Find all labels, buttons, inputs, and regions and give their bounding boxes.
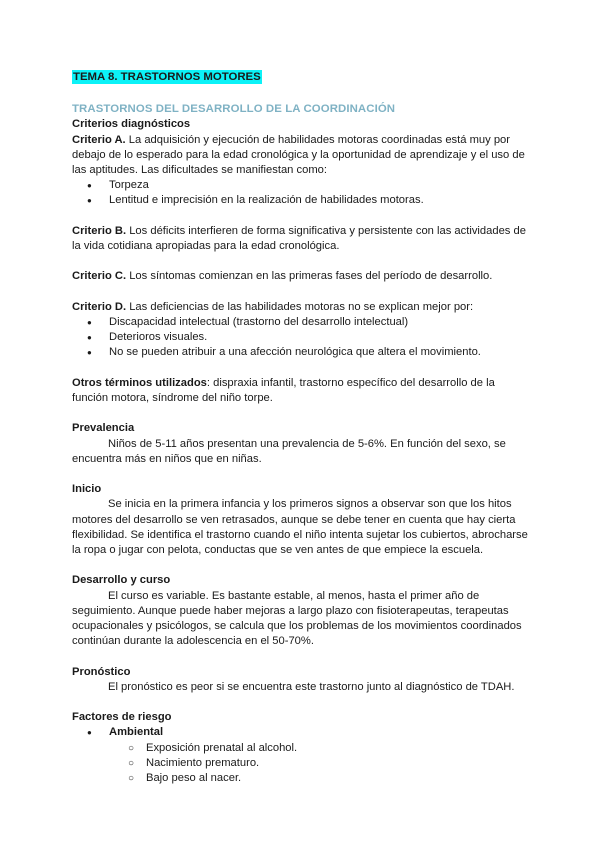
list-item: ● Deterioros visuales. <box>72 330 532 345</box>
otros-terminos <box>72 376 532 406</box>
list-item: ○ Bajo peso al nacer. <box>72 771 532 786</box>
desarrollo-heading: Desarrollo y curso <box>72 574 171 587</box>
list-item: ● Discapacidad intelectual (trastorno del desarrollo intelectual) <box>72 315 532 330</box>
document-page <box>72 70 532 786</box>
prevalencia-text: Niños de 5-11 años presentan una prevalencia de 5-6%. En función del sexo, se encuentra más en niños que en niñas. <box>72 437 506 465</box>
factores-list <box>72 725 532 740</box>
section-title: TRASTORNOS DEL DESARROLLO DE LA COORDINACIÓN <box>72 103 396 116</box>
criterio-d-text: Las deficiencias de las habilidades motoras no se explican mejor por: <box>126 300 474 313</box>
factores-sublist <box>72 741 532 787</box>
inicio-heading: Inicio <box>72 483 102 496</box>
criterio-d <box>72 300 532 315</box>
list-item: ● Torpeza <box>72 178 532 193</box>
list-item: ○ Exposición prenatal al alcohol. <box>72 741 532 756</box>
criterio-c-label: Criterio C. <box>72 270 127 283</box>
factores-group: ● Ambiental <box>72 725 532 740</box>
criterio-b-label: Criterio B. <box>72 224 127 237</box>
otros-text: : dispraxia infantil, trastorno específico del desarrollo de la función motora, síndrome del niño torpe. <box>72 376 495 404</box>
criterio-b-text: Los déficits interfieren de forma significativa y persistente con las actividades de la vida cotidiana apropiadas para la edad cronológica. <box>72 224 526 253</box>
prevalencia-heading: Prevalencia <box>72 422 135 435</box>
criterio-b <box>72 224 532 254</box>
criterio-a-list <box>72 178 532 208</box>
criterio-a <box>72 133 532 179</box>
inicio-text: Se inicia en la primera infancia y los primeros signos a observar son que los hitos motores del desarrollo se ven retrasados, aunque se debe tener en cuenta que hay cierta flexibilidad. Se identifica el trastorno cuando el niño intenta sujetar los cubiertos, abrocharse la ropa o jugar con pelota, conductas que se ven antes de que empiece la escuela. <box>72 498 528 556</box>
otros-label: Otros términos utilizados <box>72 376 207 389</box>
list-item: ● No se pueden atribuir a una afección neurológica que altera el movimiento. <box>72 345 532 360</box>
factores-heading: Factores de riesgo <box>72 711 172 724</box>
page-title: TEMA 8. TRASTORNOS MOTORES <box>73 71 261 83</box>
list-item: ○ Nacimiento prematuro. <box>72 756 532 771</box>
criterio-c <box>72 269 532 284</box>
criterio-d-list <box>72 315 532 361</box>
desarrollo-text: El curso es variable. Es bastante estable, al menos, hasta el primer año de seguimiento. Aunque puede haber mejoras a largo plazo con fisioterapeutas, terapeutas ocupacionales y psicólogos, se calcula que los problemas de los movimientos coordinados continúan durante la adolescencia en el 50-70%. <box>72 589 522 648</box>
pronostico-text: El pronóstico es peor si se encuentra este trastorno junto al diagnóstico de TDAH. <box>108 680 515 693</box>
criterio-a-text: La adquisición y ejecución de habilidades motoras coordinadas está muy por debajo de lo esperado para la edad cronológica y la oportunidad de aprendizaje y el uso de las aptitudes. Las dificultades se manifiestan como: <box>72 133 525 177</box>
list-item: ● Lentitud e imprecisión en la realización de habilidades motoras. <box>72 193 532 208</box>
pronostico-heading: Pronóstico <box>72 665 131 678</box>
criterios-heading: Criterios diagnósticos <box>72 118 191 131</box>
criterio-d-label: Criterio D. <box>72 300 127 313</box>
criterio-c-text: Los síntomas comienzan en las primeras fases del período de desarrollo. <box>126 270 493 283</box>
criterio-a-label: Criterio A. <box>72 133 126 146</box>
